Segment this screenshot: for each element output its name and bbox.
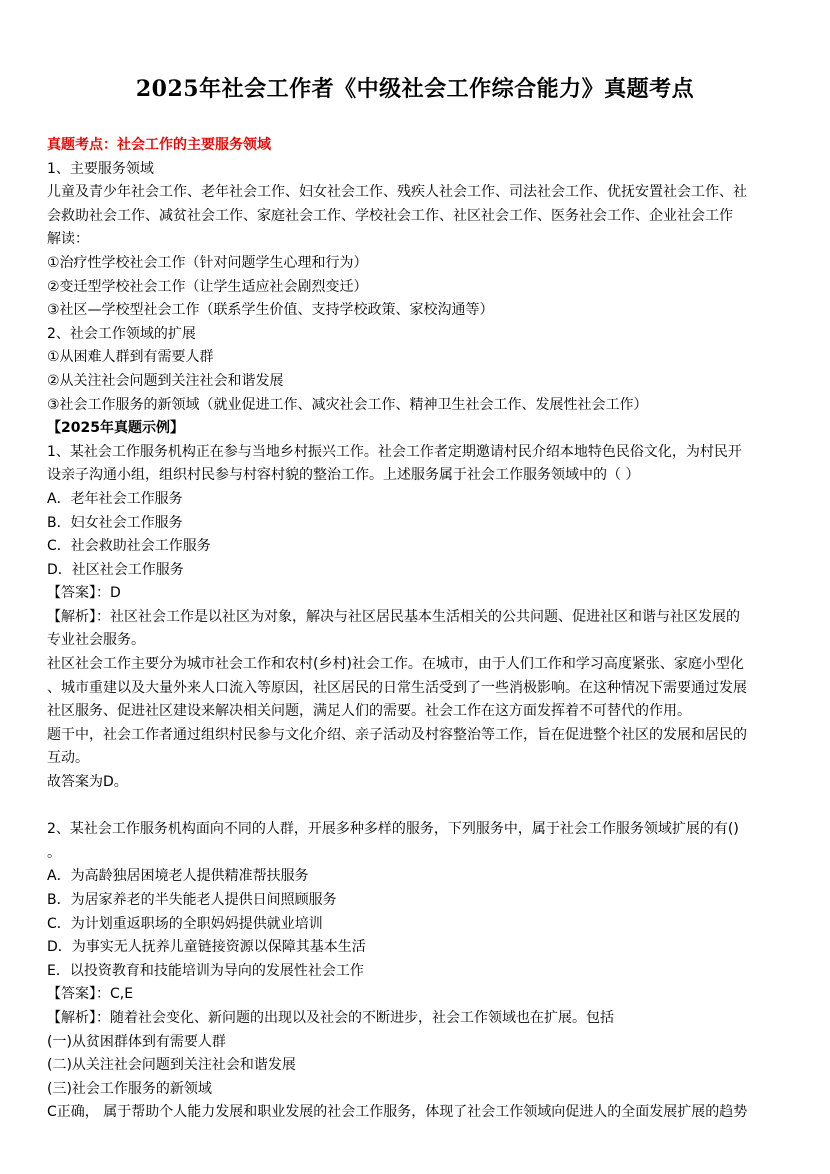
q1-option: A．老年社会工作服务 [47, 490, 183, 507]
q1-analysis-line: 社区服务、促进社区建设来解决相关问题，满足人们的需要。社会工作在这方面发挥着不可替代的作用。 [47, 703, 691, 720]
example-heading: 【2025年真题示例】 [47, 420, 184, 437]
q1-stem-line-2: 设亲子沟通小组，组织村民参与村容村貌的整治工作。上述服务属于社会工作服务领域中的（ ） [47, 467, 640, 484]
q2-analysis-line: (三)社会工作服务的新领域 [47, 1080, 212, 1097]
document-body [47, 134, 787, 1125]
q1-analysis-line: 题干中，社会工作者通过组织村民参与文化介绍、亲子活动及村容整治等工作，旨在促进整个社区的发展和居民的 [47, 726, 747, 743]
q2-option: B．为居家养老的半失能老人提供日间照顾服务 [47, 892, 337, 908]
q1-analysis-line: 专业社会服务。 [47, 632, 145, 649]
part1-point: ①治疗性学校社会工作（针对问题学生心理和行为） [47, 254, 368, 271]
q2-option: D．为事实无人抚养儿童链接资源以保障其基本生活 [47, 939, 366, 956]
domains-line-1: 儿童及青少年社会工作、老年社会工作、妇女社会工作、残疾人社会工作、司法社会工作、优抚安置社会工作、社 [47, 184, 747, 201]
q2-option: A．为高龄独居困境老人提供精准帮扶服务 [47, 868, 309, 885]
q1-analysis-line: 、城市重建以及大量外来人口流入等原因，社区居民的日常生活受到了一些消极影响。在这种情况下需要通过发展 [47, 679, 747, 696]
part1-point: ③社区—学校型社会工作（联系学生价值、支持学校政策、家校沟通等） [47, 302, 494, 319]
domains-line-2: 会救助社会工作、减贫社会工作、家庭社会工作、学校社会工作、社区社会工作、医务社会工作、企业社会工作 [47, 207, 733, 224]
interpret-label: 解读： [47, 231, 89, 248]
q2-analysis-line: (一)从贫困群体到有需要人群 [47, 1033, 226, 1050]
q2-option: E．以投资教育和技能培训为导向的发展性社会工作 [47, 962, 364, 979]
part2-point: ①从困难人群到有需要人群 [47, 349, 214, 366]
q2-analysis-line: (二)从关注社会问题到关注社会和谐发展 [47, 1057, 296, 1074]
q1-stem-line-1: 1、某社会工作服务机构正在参与当地乡村振兴工作。社会工作者定期邀请村民介绍本地特色民俗文化，为村民开 [47, 443, 742, 460]
part1-heading: 1、主要服务领域 [47, 160, 154, 177]
part2-point: ③社会工作服务的新领域（就业促进工作、减灾社会工作、精神卫生社会工作、发展性社会工作） [47, 396, 648, 413]
q1-analysis-line: 互动。 [47, 750, 89, 767]
q2-analysis-line: C正确， 属于帮助个人能力发展和职业发展的社会工作服务，体现了社会工作领域向促进人的全面发展扩展的趋势 [47, 1104, 748, 1121]
q2-analysis-line: 【解析】：随着社会变化、新问题的出现以及社会的不断进步，社会工作领域也在扩展。包括 [47, 1009, 614, 1026]
q1-analysis-line: 故答案为D。 [47, 774, 128, 791]
part2-point: ②从关注社会问题到关注社会和谐发展 [47, 372, 284, 389]
page-title: 2025年社会工作者《中级社会工作综合能力》真题考点 [135, 76, 695, 102]
paragraph-gap [47, 795, 787, 819]
part1-point: ②变迁型学校社会工作（让学生适应社会剧烈变迁） [47, 278, 368, 295]
q1-analysis-line: 【解析】：社区社会工作是以社区为对象，解决与社区居民基本生活相关的公共问题、促进社区和谐与社区发展的 [47, 608, 740, 625]
q2-option: C．为计划重返职场的全职妈妈提供就业培训 [47, 915, 323, 932]
q2-stem-line-2: 。 [47, 844, 61, 861]
q1-option: C．社会救助社会工作服务 [47, 538, 211, 555]
q1-option: B．妇女社会工作服务 [47, 514, 183, 531]
q2-stem-line-1: 2、某社会工作服务机构面向不同的人群，开展多种多样的服务，下列服务中，属于社会工作服务领域扩展的有() [47, 821, 739, 838]
q1-option: D．社区社会工作服务 [47, 561, 184, 578]
part2-heading: 2、社会工作领域的扩展 [47, 325, 196, 342]
q2-answer: 【答案】：C,E [47, 986, 134, 1003]
section-heading: 真题考点：社会工作的主要服务领域 [47, 137, 271, 153]
q1-analysis-line: 社区社会工作主要分为城市社会工作和农村(乡村)社会工作。在城市，由于人们工作和学习高度紧张、家庭小型化 [47, 656, 744, 673]
q1-answer: 【答案】：D [47, 585, 121, 602]
